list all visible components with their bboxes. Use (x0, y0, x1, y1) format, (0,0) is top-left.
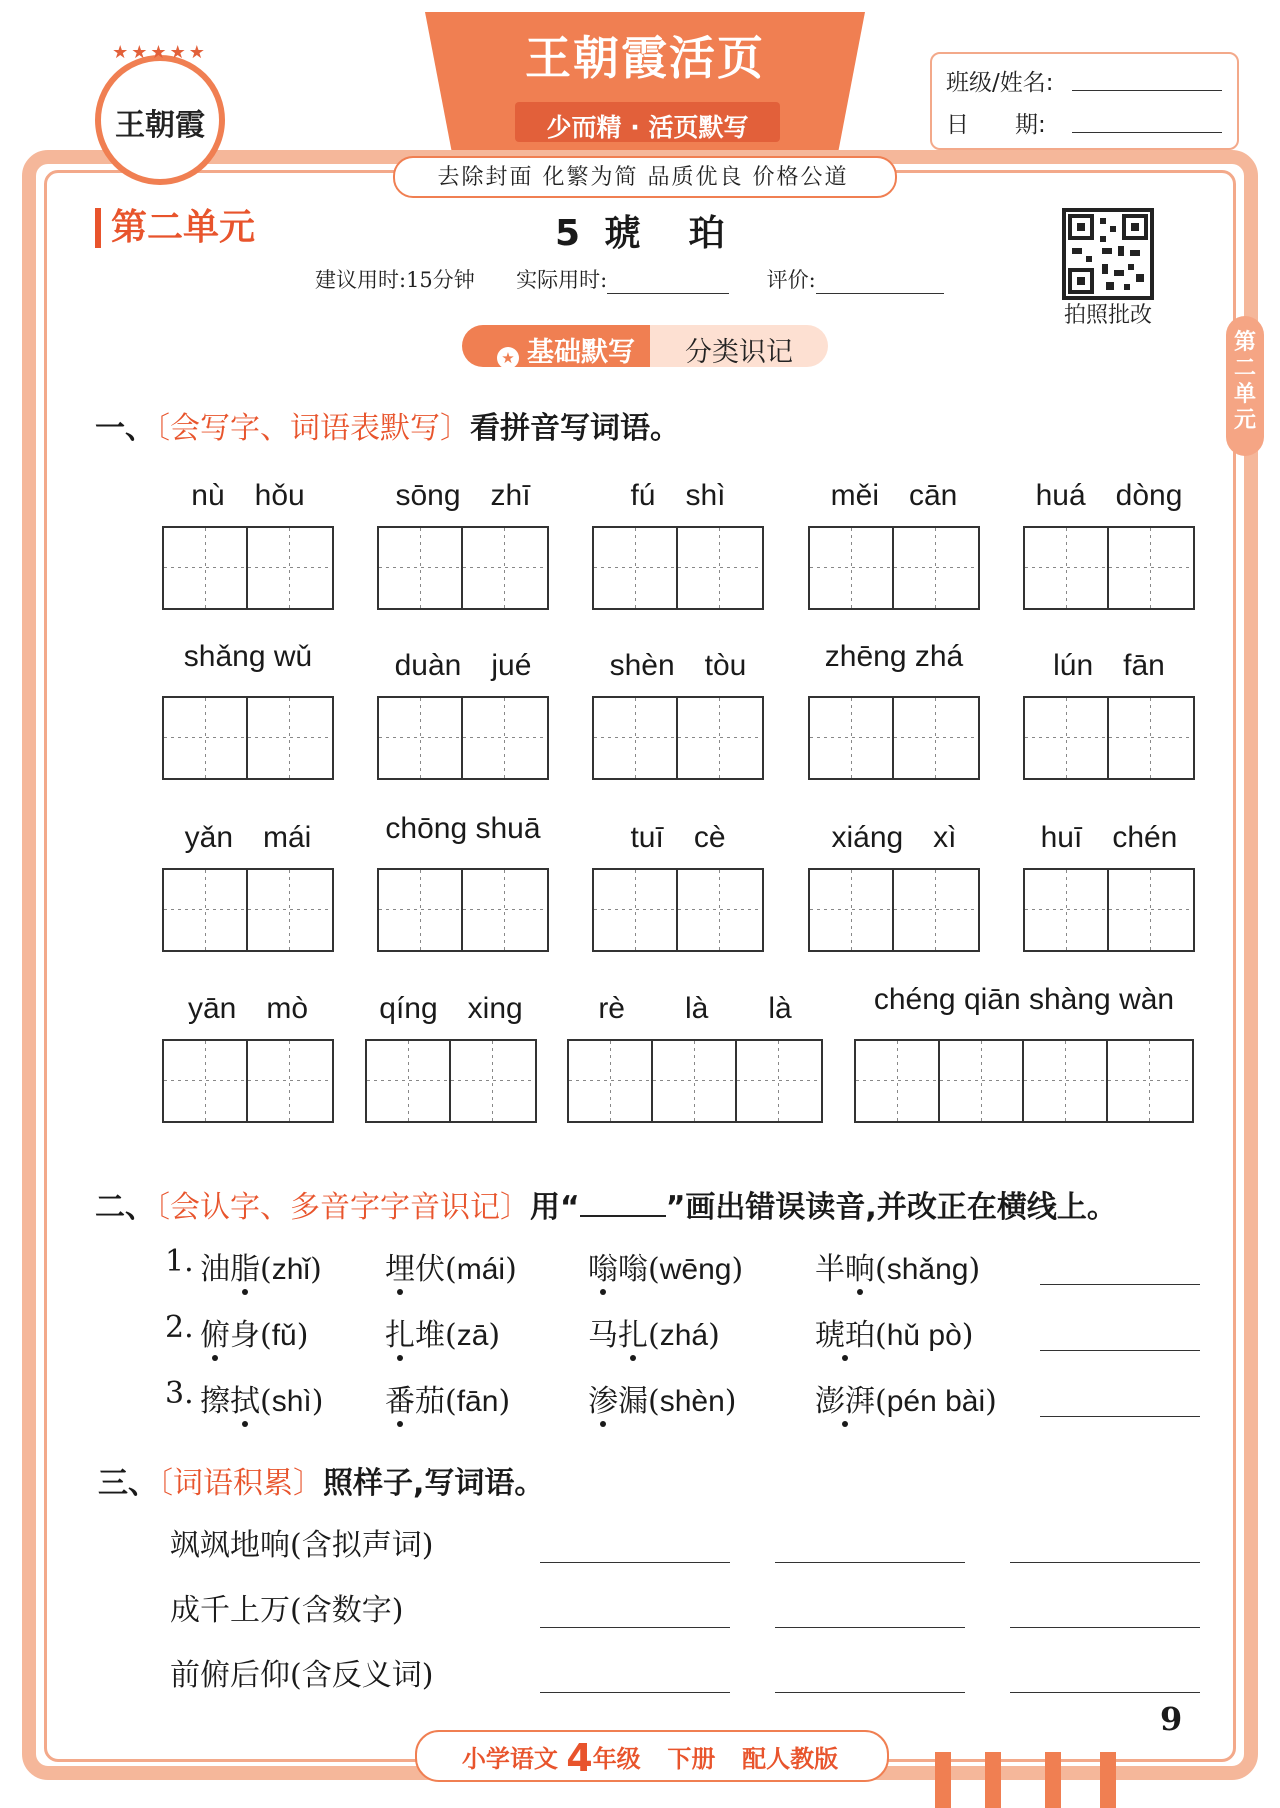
grid-cell[interactable] (463, 528, 547, 608)
answer-line[interactable] (540, 1627, 730, 1628)
grid-cell[interactable] (737, 1041, 821, 1121)
grid-cell[interactable] (940, 1041, 1024, 1121)
item-number: 1. (165, 1244, 194, 1279)
part1-tag: 〔会写字、词语表默写〕 (155, 411, 470, 446)
grid-cell[interactable] (594, 528, 678, 608)
logo-stars: ★★★★★ (112, 42, 208, 63)
side-unit-tab-text (1226, 330, 1264, 434)
pinyin-label: zhēng zhá (824, 640, 964, 673)
footer-subject: 小学语文 (461, 1745, 558, 1773)
grid-cell[interactable] (463, 698, 547, 778)
word-part: 半 (815, 1252, 845, 1287)
footer-stripe (1045, 1752, 1061, 1808)
lesson-title: 5 琥 珀 (555, 213, 731, 254)
qr-code-icon[interactable] (1062, 208, 1154, 300)
word-part: 嗡 (618, 1252, 648, 1287)
footer-volume: 下册 (667, 1745, 716, 1773)
correction-answer-line[interactable] (1040, 1350, 1200, 1351)
word-part: 擦 (200, 1384, 230, 1419)
page-number: 9 (1160, 1700, 1183, 1738)
section-pill-left-label (470, 330, 662, 369)
part3-instruction: 照样子,写词语。 (323, 1466, 545, 1501)
pinyin-label: sōng zhī (395, 479, 531, 512)
unit-label: 第二单元 (95, 208, 255, 248)
section-pill-left-text: 基础默写 (527, 337, 635, 368)
writing-grid[interactable] (162, 696, 334, 780)
pinyin-reading: zhá (659, 1319, 709, 1352)
writing-grid[interactable] (365, 1039, 537, 1123)
part3-tag: 〔词语积累〕 (158, 1466, 323, 1501)
part2-tag: 〔会认字、多音字字音识记〕 (155, 1190, 530, 1225)
dotted-char: 琥珀 (815, 1318, 875, 1353)
grid-cell[interactable] (1109, 528, 1193, 608)
answer-line[interactable] (1010, 1692, 1200, 1693)
grid-cell[interactable] (678, 528, 762, 608)
part3-number: 三、 (98, 1466, 158, 1501)
grid-cell[interactable] (810, 698, 894, 778)
example-word: 成千上万(含数字) (170, 1593, 404, 1628)
item-number: 3. (165, 1376, 194, 1411)
grid-cell[interactable] (1109, 698, 1193, 778)
pinyin-label: duàn jué (394, 649, 532, 682)
writing-grid[interactable] (808, 868, 980, 952)
grid-cell[interactable] (678, 870, 762, 950)
grid-cell[interactable] (164, 1041, 248, 1121)
example-word: 前俯后仰(含反义词) (170, 1658, 434, 1693)
word-part: 堆 (415, 1318, 445, 1353)
dotted-char: 扎 (618, 1318, 648, 1353)
pinyin-label: lún fān (1053, 649, 1165, 682)
brand-title: 王朝霞活页 (525, 31, 765, 85)
grid-cell[interactable] (379, 870, 463, 950)
pinyin-reading: shèn (659, 1385, 725, 1418)
writing-grid[interactable] (1023, 696, 1195, 780)
writing-grid[interactable] (592, 868, 764, 952)
grid-cell[interactable] (164, 698, 248, 778)
pronunciation-item[interactable]: 琥珀(hǔ pò) (815, 1318, 974, 1353)
footer-edition: 配人教版 (742, 1745, 839, 1773)
writing-grid[interactable] (1023, 868, 1195, 952)
pinyin-label: nù hǒu (191, 479, 305, 512)
grid-cell[interactable] (379, 698, 463, 778)
writing-grid[interactable] (592, 696, 764, 780)
slogan: 去除封面 化繁为简 品质优良 价格公道 (437, 165, 849, 190)
dotted-char: 拭 (230, 1384, 260, 1419)
writing-grid[interactable] (162, 526, 334, 610)
grid-cell[interactable] (164, 870, 248, 950)
suggested-time: 建议用时:15分钟 (315, 268, 475, 292)
footer-stripe (935, 1752, 951, 1808)
writing-grid[interactable] (592, 526, 764, 610)
brand-subtitle: 少而精 · 活页默写 (546, 113, 749, 142)
answer-line[interactable] (1010, 1627, 1200, 1628)
pronunciation-item[interactable]: 渗漏(shèn) (588, 1384, 737, 1419)
date-label: 日 期: (946, 112, 1046, 138)
grid-cell[interactable] (164, 528, 248, 608)
answer-line[interactable] (540, 1692, 730, 1693)
pinyin-reading: shǎng (886, 1253, 969, 1286)
grid-cell[interactable] (1024, 1041, 1108, 1121)
writing-grid[interactable] (567, 1039, 823, 1123)
grid-cell[interactable] (1025, 698, 1109, 778)
pinyin-reading: pén bài (886, 1385, 986, 1418)
dotted-char: 俯 (200, 1318, 230, 1353)
dotted-char: 番 (385, 1384, 415, 1419)
dotted-char: 晌 (845, 1252, 875, 1287)
class-name-label: 班级/姓名: (946, 70, 1054, 96)
writing-grid[interactable] (162, 868, 334, 952)
pinyin-label: tuī cè (630, 821, 726, 854)
grid-cell[interactable] (810, 528, 894, 608)
medal-icon: ★ (497, 347, 519, 369)
pinyin-label: qíng xing (379, 992, 523, 1025)
pinyin-reading: zhǐ (271, 1253, 311, 1286)
word-part: 漏 (618, 1384, 648, 1419)
grid-cell[interactable] (894, 698, 978, 778)
footer-grade-suffix: 年级 (592, 1745, 641, 1773)
grid-cell[interactable] (463, 870, 547, 950)
pinyin-reading: mái (456, 1253, 506, 1286)
dotted-char: 澎湃 (815, 1384, 875, 1419)
grid-cell[interactable] (451, 1041, 535, 1121)
grid-cell[interactable] (367, 1041, 451, 1121)
pinyin-label: shǎng wǔ (183, 640, 313, 673)
grid-cell[interactable] (248, 528, 332, 608)
word-part: 身 (230, 1318, 260, 1353)
logo-text: 王朝霞 (115, 108, 205, 143)
dotted-char: 渗 (588, 1384, 618, 1419)
correction-answer-line[interactable] (1040, 1416, 1200, 1417)
pinyin-label: rè là là (598, 992, 792, 1025)
pronunciation-item[interactable]: 澎湃(pén bài) (815, 1384, 997, 1419)
dotted-char: 埋 (385, 1252, 415, 1287)
writing-grid[interactable] (377, 868, 549, 952)
date-field[interactable] (1072, 132, 1222, 133)
pinyin-label: huī chén (1040, 821, 1178, 854)
footer-stripe (1100, 1752, 1116, 1808)
grid-cell[interactable] (856, 1041, 940, 1121)
writing-grid[interactable] (377, 696, 549, 780)
answer-line[interactable] (775, 1692, 965, 1693)
word-part: 油 (200, 1252, 230, 1287)
pinyin-label: fú shì (630, 479, 726, 512)
qr-label: 拍照批改 (1063, 303, 1152, 328)
pronunciation-item[interactable]: 扎堆(zā) (385, 1318, 501, 1353)
pinyin-label: shèn tòu (609, 649, 747, 682)
grid-cell[interactable] (248, 870, 332, 950)
footer-stripe (985, 1752, 1001, 1808)
correction-answer-line[interactable] (1040, 1284, 1200, 1285)
pinyin-label: chéng qiān shàng wàn (873, 983, 1175, 1016)
part2-heading (95, 1182, 1117, 1226)
pinyin-label: chōng shuā (385, 812, 541, 845)
grid-cell[interactable] (810, 870, 894, 950)
item-number: 2. (165, 1310, 194, 1345)
grid-cell[interactable] (894, 528, 978, 608)
pinyin-reading: fǔ (271, 1319, 297, 1352)
pronunciation-item[interactable]: 俯身(fǔ) (200, 1318, 309, 1353)
grid-cell[interactable] (1025, 870, 1109, 950)
pronunciation-item[interactable]: 埋伏(mái) (385, 1252, 517, 1287)
pinyin-reading: zā (456, 1319, 489, 1352)
rating-field[interactable] (816, 293, 944, 294)
word-part: 伏 (415, 1252, 445, 1287)
part1-number: 一、 (95, 411, 155, 446)
part2-instruction-pre: 用“ (530, 1190, 580, 1225)
side-tab-text: 第二单元 (1234, 330, 1257, 433)
pronunciation-item[interactable]: 擦拭(shì) (200, 1384, 324, 1419)
part1-instruction: 看拼音写词语。 (470, 411, 680, 446)
example-word: 飒飒地响(含拟声词) (170, 1528, 434, 1563)
pronunciation-item[interactable]: 半晌(shǎng) (815, 1252, 981, 1287)
answer-line[interactable] (540, 1562, 730, 1563)
actual-time-field[interactable] (607, 293, 729, 294)
pronunciation-item[interactable]: 马扎(zhá) (588, 1318, 720, 1353)
class-name-field[interactable] (1072, 90, 1222, 91)
actual-time-label: 实际用时: (516, 268, 608, 292)
pinyin-reading: wēng (659, 1253, 732, 1286)
answer-line[interactable] (775, 1627, 965, 1628)
pronunciation-item[interactable]: 嗡嗡(wēng) (588, 1252, 744, 1287)
writing-grid[interactable] (808, 696, 980, 780)
pinyin-label: yān mò (187, 992, 309, 1025)
part2-instruction-post: ”画出错误读音,并改正在横线上。 (665, 1190, 1117, 1225)
part1-heading (95, 403, 680, 447)
pronunciation-item[interactable]: 番茄(fān) (385, 1384, 511, 1419)
word-part: 马 (588, 1318, 618, 1353)
underline-sample (580, 1191, 666, 1217)
pinyin-label: xiáng xì (831, 821, 957, 854)
footer-grade-number: 4 (566, 1736, 593, 1780)
grid-cell[interactable] (594, 870, 678, 950)
writing-grid[interactable] (854, 1039, 1194, 1123)
pinyin-reading: hǔ pò (886, 1319, 962, 1352)
answer-line[interactable] (1010, 1562, 1200, 1563)
student-info-box (930, 52, 1239, 150)
writing-grid[interactable] (162, 1039, 334, 1123)
writing-grid[interactable] (377, 526, 549, 610)
pronunciation-item[interactable]: 油脂(zhǐ) (200, 1252, 322, 1287)
grid-cell[interactable] (569, 1041, 653, 1121)
section-pill-right-label: 分类识记 (685, 337, 793, 368)
grid-cell[interactable] (1108, 1041, 1192, 1121)
time-info (315, 264, 944, 294)
word-part: 茄 (415, 1384, 445, 1419)
grid-cell[interactable] (1025, 528, 1109, 608)
pinyin-label: huá dòng (1035, 479, 1183, 512)
footer-text (415, 1736, 885, 1780)
pinyin-reading: shì (271, 1385, 312, 1418)
rating-label: 评价: (766, 268, 816, 292)
pinyin-label: měi cān (830, 479, 958, 512)
grid-cell[interactable] (894, 870, 978, 950)
dotted-char: 嗡 (588, 1252, 618, 1287)
grid-cell[interactable] (678, 698, 762, 778)
pinyin-reading: fān (456, 1385, 499, 1418)
grid-cell[interactable] (653, 1041, 737, 1121)
writing-grid[interactable] (1023, 526, 1195, 610)
pinyin-label: yǎn mái (184, 821, 312, 854)
grid-cell[interactable] (248, 698, 332, 778)
grid-cell[interactable] (1109, 870, 1193, 950)
part2-number: 二、 (95, 1190, 155, 1225)
grid-cell[interactable] (248, 1041, 332, 1121)
dotted-char: 脂 (230, 1252, 260, 1287)
grid-cell[interactable] (379, 528, 463, 608)
grid-cell[interactable] (594, 698, 678, 778)
dotted-char: 扎 (385, 1318, 415, 1353)
answer-line[interactable] (775, 1562, 965, 1563)
part3-heading (98, 1458, 544, 1502)
writing-grid[interactable] (808, 526, 980, 610)
